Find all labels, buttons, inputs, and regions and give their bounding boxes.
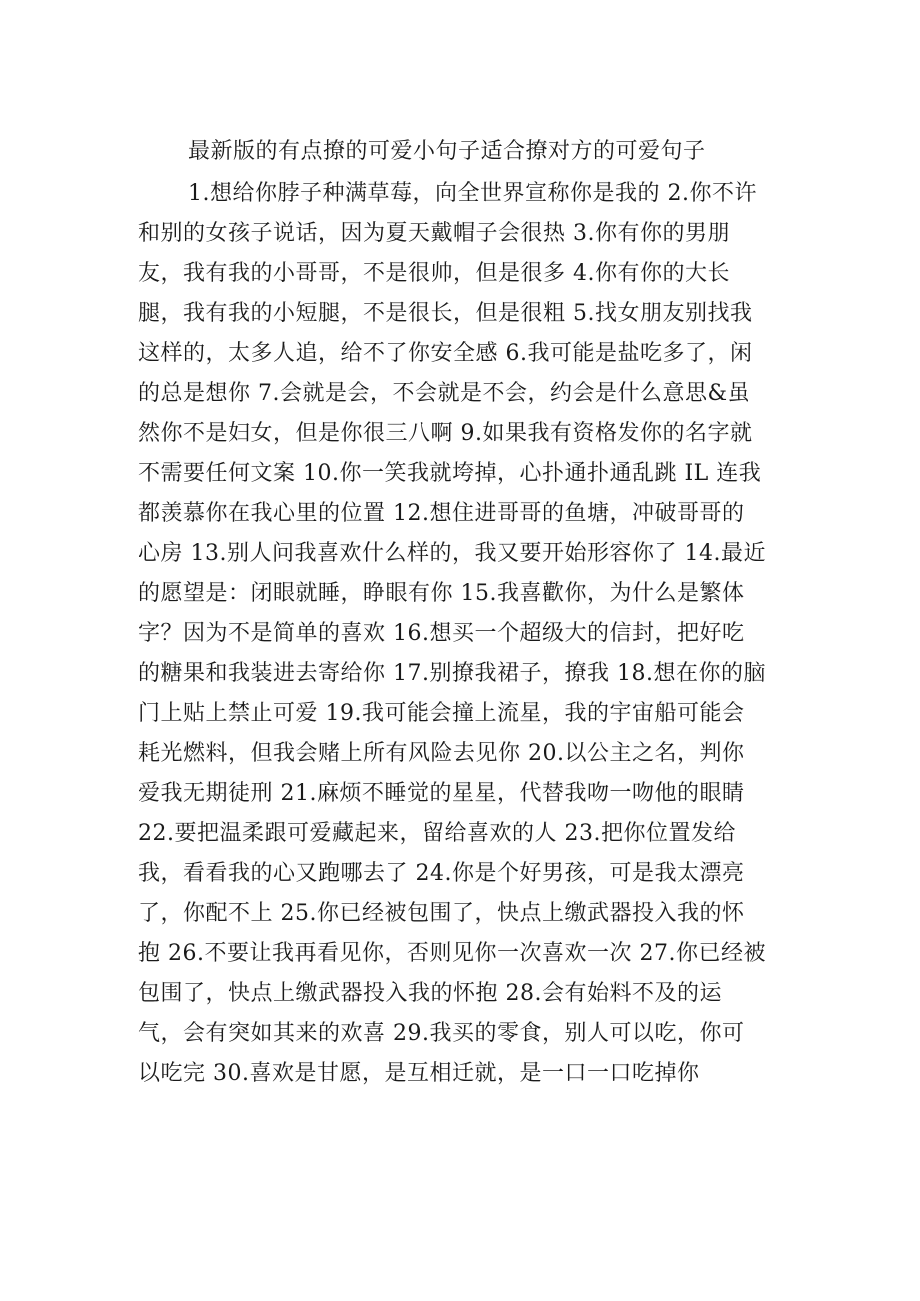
body-line: 友，我有我的小哥哥，不是很帅，但是很多 4.你有你的大长 [138, 261, 730, 286]
body-line: 了，你配不上 25.你已经被包围了，快点上缴武器投入我的怀 [138, 901, 745, 926]
body-line: 和别的女孩子说话，因为夏天戴帽子会很热 3.你有你的男朋 [138, 221, 730, 246]
body-line: 以吃完 30.喜欢是甘愿，是互相迁就，是一口一口吃掉你 [138, 1061, 700, 1086]
body-line: 的糖果和我装进去寄给你 17.别撩我裙子，撩我 18.想在你的脑 [138, 661, 766, 686]
document-body [138, 174, 788, 1094]
body-line: 然你不是妇女，但是你很三八啊 9.如果我有资格发你的名字就 [138, 421, 753, 446]
body-line: 不需要任何文案 10.你一笑我就垮掉，心扑通扑通乱跳 IL 连我 [138, 461, 762, 486]
body-line: 包围了，快点上缴武器投入我的怀抱 28.会有始料不及的运 [138, 981, 722, 1006]
body-line: 爱我无期徒刑 21.麻烦不睡觉的星星，代替我吻一吻他的眼睛 [138, 781, 745, 806]
body-line: 的愿望是：闭眼就睡，睁眼有你 15.我喜歡你，为什么是繁体 [138, 581, 745, 606]
body-line: 耗光燃料，但我会赌上所有风险去见你 20.以公主之名，判你 [138, 741, 745, 766]
body-line: 这样的，太多人追，给不了你安全感 6.我可能是盐吃多了，闲 [138, 341, 753, 366]
body-line: 门上贴上禁止可爱 19.我可能会撞上流星，我的宇宙船可能会 [138, 701, 745, 726]
body-line: 1.想给你脖子种满草莓，向全世界宣称你是我的 2.你不许 [188, 181, 757, 206]
body-line: 字？因为不是简单的喜欢 16.想买一个超级大的信封，把好吃 [138, 621, 745, 646]
body-line: 气，会有突如其来的欢喜 29.我买的零食，别人可以吃，你可 [138, 1021, 745, 1046]
document-title: 最新版的有点撩的可爱小句子适合撩对方的可爱句子 [188, 139, 706, 164]
body-line: 抱 26.不要让我再看见你，否则见你一次喜欢一次 27.你已经被 [138, 941, 766, 966]
body-line: 的总是想你 7.会就是会，不会就是不会，约会是什么意思&虽 [138, 381, 751, 406]
body-line: 腿，我有我的小短腿，不是很长，但是很粗 5.找女朋友别找我 [138, 301, 753, 326]
body-line: 22.要把温柔跟可爱藏起来，留给喜欢的人 23.把你位置发给 [138, 821, 736, 846]
body-line: 心房 13.别人问我喜欢什么样的，我又要开始形容你了 14.最近 [138, 541, 766, 566]
body-line: 都羡慕你在我心里的位置 12.想住进哥哥的鱼塘，冲破哥哥的 [138, 501, 745, 526]
body-line: 我，看看我的心又跑哪去了 24.你是个好男孩，可是我太漂亮 [138, 861, 745, 886]
